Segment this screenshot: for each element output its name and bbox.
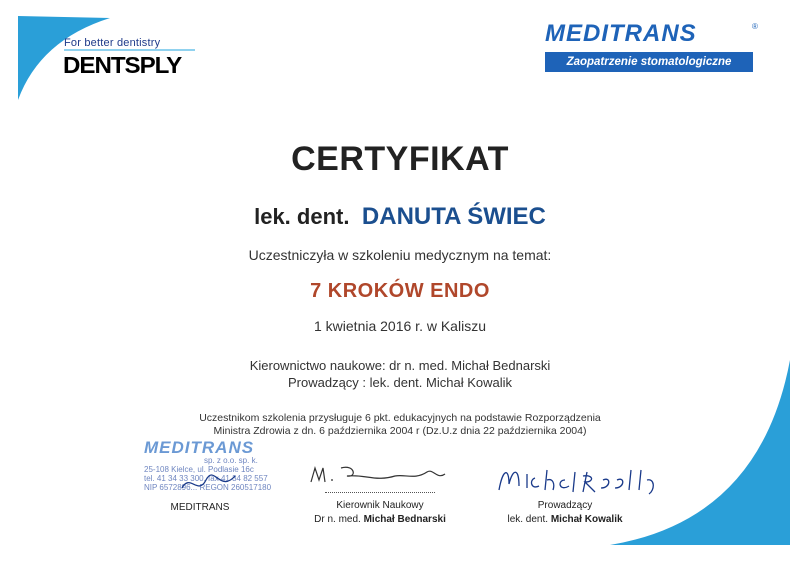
date-place: 1 kwietnia 2016 r. w Kaliszu: [314, 318, 486, 334]
scientific-lead: Kierownictwo naukowe: dr n. med. Michał Bednarski: [249, 358, 551, 373]
instructor: Prowadzący : lek. dent. Michał Kowalik: [288, 375, 512, 390]
middle-signature-name: Michał Bednarski: [363, 514, 446, 525]
recipient-prefix: lek. dent.: [254, 204, 350, 229]
right-signature-name-line: [475, 514, 655, 525]
stamp-line1: sp. z o.o. sp. k.: [204, 456, 258, 465]
dentsply-logo: DENTSPLY: [63, 52, 182, 78]
participation-text: Uczestniczyła w szkoleniu medycznym na temat:: [248, 247, 552, 263]
meditrans-subtitle-band: Zaopatrzenie stomatologiczne: [545, 52, 753, 72]
recipient-name: DANUTA ŚWIEC: [361, 203, 546, 230]
stamp-line4: NIP 6572896... REGON 260517180: [144, 483, 272, 492]
middle-signature-role: Kierownik Naukowy: [336, 500, 424, 511]
middle-signature-name-line: [290, 514, 470, 525]
middle-signature-prefix: Dr n. med.: [314, 514, 361, 525]
meditrans-logo: MEDITRANS: [545, 20, 697, 47]
points-note-line1: Uczestnikom szkolenia przysługuje 6 pkt. edukacyjnych na podstawie Rozporządzenia: [199, 412, 601, 424]
stamp-line2: 25-108 Kielce, ul. Podlasie 16c: [144, 465, 254, 474]
registered-mark: ®: [752, 22, 758, 31]
training-topic: 7 KROKÓW ENDO: [310, 280, 490, 302]
stamp-title: MEDITRANS: [144, 438, 255, 457]
stamp-signature-scribble: [180, 468, 240, 498]
middle-signature-line: [325, 492, 435, 493]
brand-tagline: For better dentistry: [64, 37, 161, 49]
right-signature-prefix: lek. dent.: [507, 514, 549, 525]
recipient-row: [0, 203, 800, 231]
left-signature-caption: MEDITRANS: [170, 502, 230, 513]
right-signature-role: Prowadzący: [537, 500, 593, 511]
right-signature-name: Michał Kowalik: [550, 514, 623, 525]
middle-signature: [305, 460, 455, 490]
points-note-line2: Ministra Zdrowia z dn. 6 października 2004 r (Dz.U.z dnia 22 października 2004): [213, 425, 587, 437]
stamp-line3: tel. 41 34 33 300, fax 41 34 82 557: [144, 474, 268, 483]
right-signature: [495, 462, 670, 500]
certificate-title: CERTYFIKAT: [291, 140, 509, 178]
